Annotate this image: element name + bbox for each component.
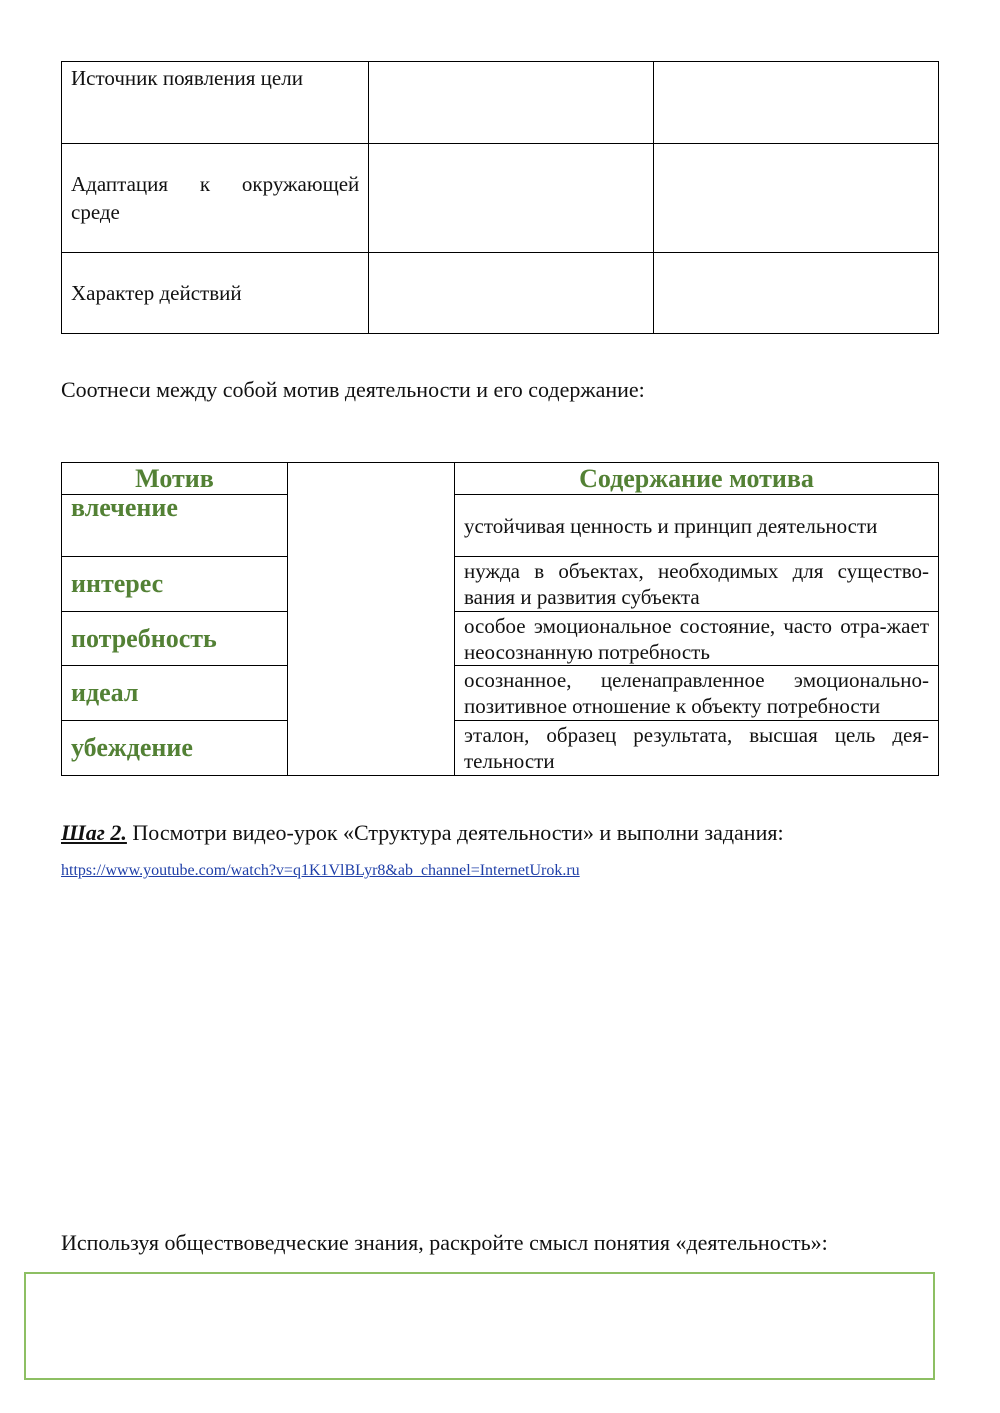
table-row [62, 495, 939, 557]
content-item[interactable]: устойчивая ценность и принцип деятельности [455, 495, 939, 557]
matching-area[interactable] [288, 463, 455, 776]
motive-item[interactable]: идеал [62, 666, 288, 721]
row-label: Источник появления цели [62, 62, 369, 144]
table-row [62, 253, 939, 334]
video-link[interactable]: https://www.youtube.com/watch?v=q1K1VlBLyr8&ab_channel=InternetUrok.ru [61, 862, 580, 879]
motive-instruction: Соотнеси между собой мотив деятельности и его содержание: [61, 377, 645, 402]
row-label: Характер действий [62, 253, 369, 334]
answer-cell[interactable] [369, 144, 654, 253]
answer-cell[interactable] [369, 62, 654, 144]
step2-label: Шаг 2. [61, 820, 127, 845]
final-question: Используя обществоведческие знания, раскройте смысл понятия «деятельность»: [61, 1230, 828, 1255]
row-label: Адаптация к окружающей среде [62, 144, 369, 253]
answer-cell[interactable] [654, 144, 939, 253]
motive-item[interactable]: потребность [62, 612, 288, 666]
table-row [62, 666, 939, 721]
content-item[interactable]: нужда в объектах, необходимых для существо-вания и развития субъекта [455, 557, 939, 612]
motive-item[interactable]: влечение [62, 495, 288, 557]
table-header-row [62, 463, 939, 495]
motive-item[interactable]: интерес [62, 557, 288, 612]
content-item[interactable]: эталон, образец результата, высшая цель дея-тельности [455, 721, 939, 776]
step2-paragraph [61, 819, 784, 847]
table-row [62, 557, 939, 612]
answer-box[interactable] [24, 1272, 935, 1380]
answer-cell[interactable] [654, 62, 939, 144]
table-row [62, 612, 939, 666]
comparison-table [61, 61, 939, 334]
answer-cell[interactable] [369, 253, 654, 334]
table-row [62, 62, 939, 144]
step2-text: Посмотри видео-урок «Структура деятельности» и выполни задания: [126, 820, 784, 845]
header-content: Содержание мотива [455, 463, 939, 495]
motive-table [61, 462, 939, 776]
content-item[interactable]: осознанное, целенаправленное эмоционально-позитивное отношение к объекту потребности [455, 666, 939, 721]
header-motive: Мотив [62, 463, 288, 495]
content-item[interactable]: особое эмоциональное состояние, часто отра-жает неосознанную потребность [455, 612, 939, 666]
table-row [62, 721, 939, 776]
table-row [62, 144, 939, 253]
answer-cell[interactable] [654, 253, 939, 334]
motive-item[interactable]: убеждение [62, 721, 288, 776]
